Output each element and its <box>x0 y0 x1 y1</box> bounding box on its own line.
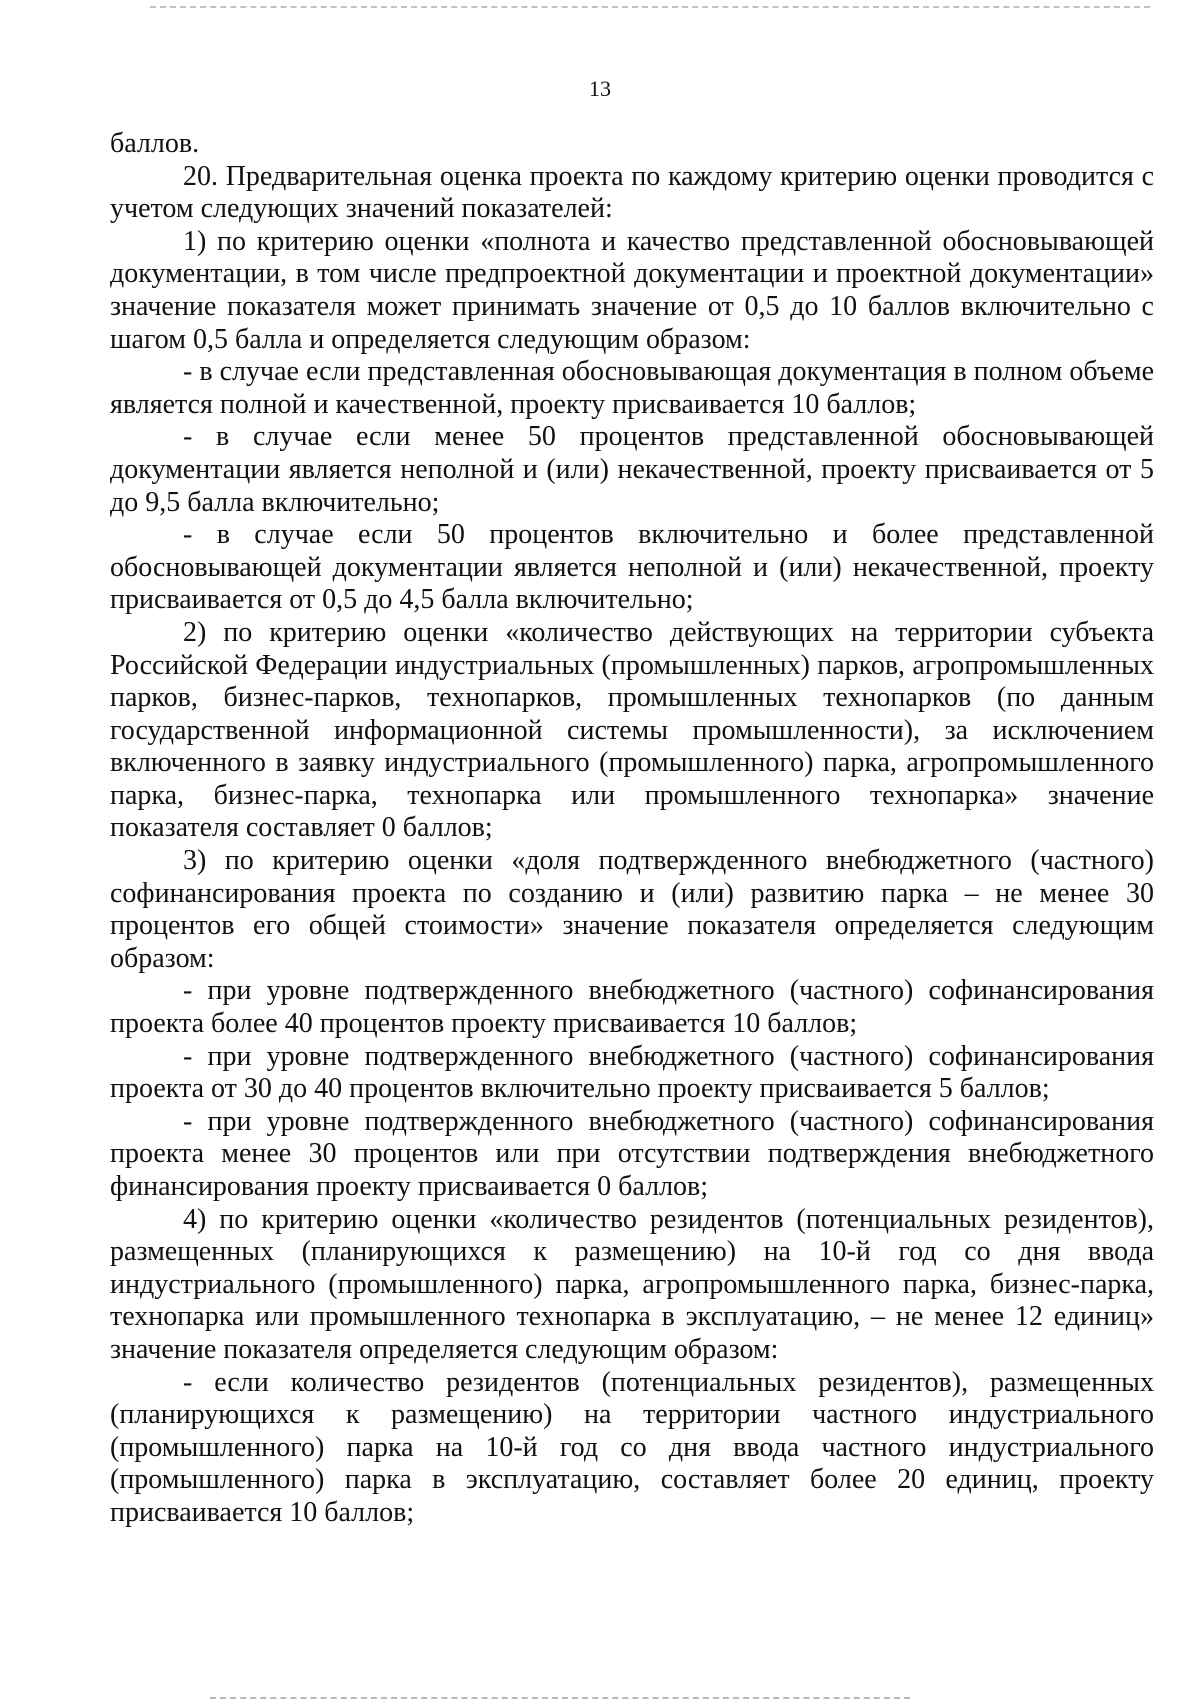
paragraph-criterion-1-case-a: - в случае если представленная обосновывающая документация в полном объеме является полной и качественной, проекту присваивается 10 баллов; <box>110 356 1154 420</box>
paragraph-criterion-1-case-c: - в случае если 50 процентов включительно и более представленной обосновывающей документации является неполной и (или) некачественной, проекту присваивается от 0,5 до 4,5 балла включительно; <box>110 519 1154 616</box>
paragraph-criterion-4: 4) по критерию оценки «количество резидентов (потенциальных резидентов), размещенных (планирующихся к размещению) на 10-й год со дня ввода индустриального (промышленного) парка, агропромышленного парка, бизнес-парка, технопарка или промышленного технопарка в эксплуатацию, – не менее 12 единиц» значение показателя определяется следующим образом: <box>110 1203 1154 1365</box>
paragraph-criterion-3-case-c: - при уровне подтвержденного внебюджетного (частного) софинансирования проекта менее 30 процентов или при отсутствии подтверждения внебюджетного финансирования проекту присваивается 0 баллов; <box>110 1105 1154 1202</box>
paragraph-criterion-2: 2) по критерию оценки «количество действующих на территории субъекта Российской Федерации индустриальных (промышленных) парков, агропромышленных парков, бизнес-парков, технопарков, промышленных технопарков (по данным государственной информационной системы промышленности), за исключением включенного в заявку индустриального (промышленного) парка, агропромышленного парка, бизнес-парка, технопарка или промышленного технопарка» значение показателя составляет 0 баллов; <box>110 616 1154 844</box>
paragraph-criterion-1: 1) по критерию оценки «полнота и качество представленной обосновывающей документации, в том числе предпроектной документации и проектной документации» значение показателя может принимать значение от 0,5 до 10 баллов включительно с шагом 0,5 балла и определяется следующим образом: <box>110 225 1154 355</box>
paragraph-criterion-3: 3) по критерию оценки «доля подтвержденного внебюджетного (частного) софинансирования проекта по созданию и (или) развитию парка – не менее 30 процентов его общей стоимости» значение показателя определяется следующим образом: <box>110 845 1154 974</box>
paragraph-criterion-3-case-b: - при уровне подтвержденного внебюджетного (частного) софинансирования проекта от 30 до 40 процентов включительно проекту присваивается 5 баллов; <box>110 1040 1154 1105</box>
paragraph-criterion-4-case-a: - если количество резидентов (потенциальных резидентов), размещенных (планирующихся к размещению) на территории частного индустриального (промышленного) парка на 10-й год со дня ввода частного индустриального (промышленного) парка в эксплуатацию, составляет более 20 единиц, проекту присваивается 10 баллов; <box>110 1366 1154 1528</box>
paragraph-criterion-3-case-a: - при уровне подтвержденного внебюджетного (частного) софинансирования проекта более 40 процентов проекту присваивается 10 баллов; <box>110 975 1154 1040</box>
page-number: 13 <box>589 76 611 101</box>
paragraph-item-20: 20. Предварительная оценка проекта по каждому критерию оценки проводится с учетом следующих значений показателей: <box>110 160 1154 225</box>
paragraph-criterion-1-case-b: - в случае если менее 50 процентов представленной обосновывающей документации является неполной и (или) некачественной, проекту присваивается от 5 до 9,5 балла включительно; <box>110 421 1154 518</box>
scan-edge-bottom <box>210 1697 910 1699</box>
paragraph-continuation: баллов. <box>110 128 200 159</box>
document-body <box>110 128 1154 1530</box>
scan-edge-top <box>150 6 1150 8</box>
